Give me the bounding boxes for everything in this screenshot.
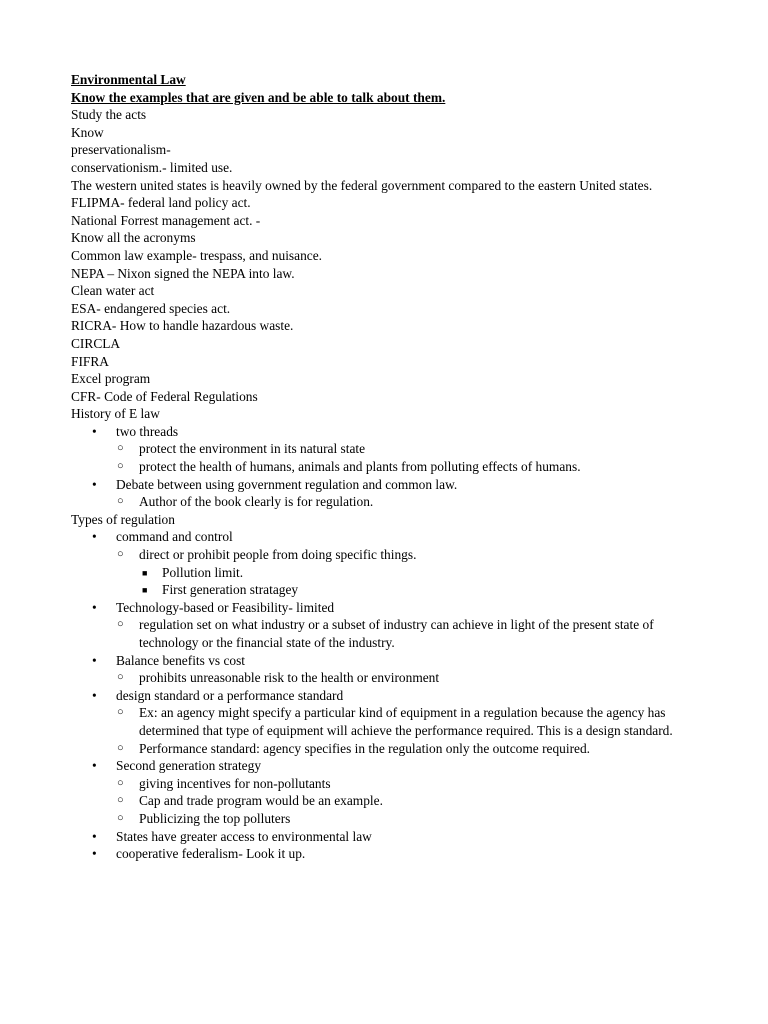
- bullet-circle-icon: ○: [117, 495, 124, 508]
- list-item: [71, 599, 711, 617]
- bullet-circle-icon: ○: [117, 460, 124, 473]
- doc-subtitle-text: Know the examples that are given and be able to talk about them.: [71, 89, 446, 105]
- list-item-text: States have greater access to environmental law: [116, 828, 372, 844]
- list-item-text: Cap and trade program would be an example.: [139, 793, 383, 809]
- bullet-circle-icon: ○: [117, 811, 124, 824]
- text-line: preservationalism-: [71, 142, 171, 158]
- list-item-text: Second generation strategy: [116, 758, 262, 774]
- list-item-text: Performance standard: agency specifies in the regulation only the outcome required.: [139, 740, 591, 756]
- list-item-text: Debate between using government regulation and common law.: [116, 476, 458, 492]
- list-item: [71, 757, 711, 775]
- list-item: [71, 423, 711, 441]
- list-item: [71, 440, 711, 458]
- list-item: [71, 845, 711, 863]
- list-item: [71, 564, 711, 582]
- bullet-disc-icon: •: [92, 828, 97, 844]
- list-item-text: Balance benefits vs cost: [116, 652, 246, 668]
- bullet-disc-icon: •: [92, 846, 97, 862]
- list-item: [71, 810, 711, 828]
- text-line: FIFRA: [71, 353, 109, 369]
- list-item-text: giving incentives for non-pollutants: [139, 775, 331, 791]
- bullet-circle-icon: ○: [117, 794, 124, 807]
- bullet-square-icon: ■: [142, 585, 148, 596]
- bullet-disc-icon: •: [92, 599, 97, 615]
- list-item: [71, 616, 711, 651]
- text-line: CIRCLA: [71, 335, 121, 351]
- bullet-circle-icon: ○: [117, 706, 124, 719]
- list-item-text: Ex: an agency might specify a particular kind of equipment in a regulation because the agency has determined that type of equipment will achieve the performance required. This is a design standard.: [139, 705, 673, 738]
- bullet-circle-icon: ○: [117, 776, 124, 789]
- list-item-text: regulation set on what industry or a subset of industry can achieve in light of the present state of technology or the financial state of the industry.: [139, 617, 654, 650]
- bullet-circle-icon: ○: [117, 548, 124, 561]
- text-line: CFR- Code of Federal Regulations: [71, 388, 258, 404]
- list-item-text: Technology-based or Feasibility- limited: [116, 599, 335, 615]
- list-item-text: Pollution limit.: [162, 564, 244, 580]
- text-line: FLIPMA- federal land policy act.: [71, 195, 251, 211]
- text-line: Know all the acronyms: [71, 230, 196, 246]
- bullet-circle-icon: ○: [117, 442, 124, 455]
- document-page: [71, 71, 711, 863]
- bullet-circle-icon: ○: [117, 741, 124, 754]
- bullet-disc-icon: •: [92, 423, 97, 439]
- list-item-text: First generation stratagey: [162, 582, 299, 598]
- bullet-square-icon: ■: [142, 567, 148, 578]
- list-item: [71, 704, 711, 739]
- list-item: [71, 581, 711, 599]
- list-item: [71, 476, 711, 494]
- list-item: [71, 775, 711, 793]
- list-item-text: protect the health of humans, animals and plants from polluting effects of humans.: [139, 459, 581, 475]
- doc-subtitle: [71, 89, 711, 107]
- text-line: Clean water act: [71, 283, 155, 299]
- list-item-text: two threads: [116, 423, 179, 439]
- list-item-text: cooperative federalism- Look it up.: [116, 846, 306, 862]
- list-item-text: direct or prohibit people from doing specific things.: [139, 547, 417, 563]
- bullet-disc-icon: •: [92, 758, 97, 774]
- text-line: Excel program: [71, 371, 151, 387]
- list-item-text: Author of the book clearly is for regulation.: [139, 494, 374, 510]
- list-item-text: design standard or a performance standard: [116, 687, 344, 703]
- list-item-text: command and control: [116, 529, 233, 545]
- list-item-text: Publicizing the top polluters: [139, 810, 291, 826]
- list-item: [71, 792, 711, 810]
- list-item: [71, 493, 711, 511]
- list-item: [71, 669, 711, 687]
- doc-title: [71, 71, 711, 89]
- list-item-text: prohibits unreasonable risk to the health or environment: [139, 670, 440, 686]
- list-item-text: protect the environment in its natural state: [139, 441, 366, 457]
- list-item: [71, 687, 711, 705]
- doc-title-text: Environmental Law: [71, 72, 186, 87]
- bullet-disc-icon: •: [92, 529, 97, 545]
- bullet-disc-icon: •: [92, 687, 97, 703]
- section-heading: Types of regulation: [71, 511, 175, 527]
- text-line: National Forrest management act. -: [71, 212, 261, 228]
- text-line: The western united states is heavily owned by the federal government compared to the eastern United states.: [71, 177, 653, 193]
- text-line: NEPA – Nixon signed the NEPA into law.: [71, 265, 295, 281]
- bullet-disc-icon: •: [92, 476, 97, 492]
- list-item: [71, 546, 711, 564]
- bullet-circle-icon: ○: [117, 618, 124, 631]
- text-line: History of E law: [71, 406, 160, 422]
- text-line: Common law example- trespass, and nuisance.: [71, 247, 323, 263]
- bullet-disc-icon: •: [92, 652, 97, 668]
- list-item: [71, 528, 711, 546]
- text-line: Study the acts: [71, 107, 147, 123]
- text-line: conservationism.- limited use.: [71, 159, 233, 175]
- text-line: ESA- endangered species act.: [71, 300, 231, 316]
- bullet-circle-icon: ○: [117, 671, 124, 684]
- list-item: [71, 458, 711, 476]
- list-item: [71, 828, 711, 846]
- list-item: [71, 740, 711, 758]
- text-line: Know: [71, 124, 104, 140]
- text-line: RICRA- How to handle hazardous waste.: [71, 318, 294, 334]
- list-item: [71, 652, 711, 670]
